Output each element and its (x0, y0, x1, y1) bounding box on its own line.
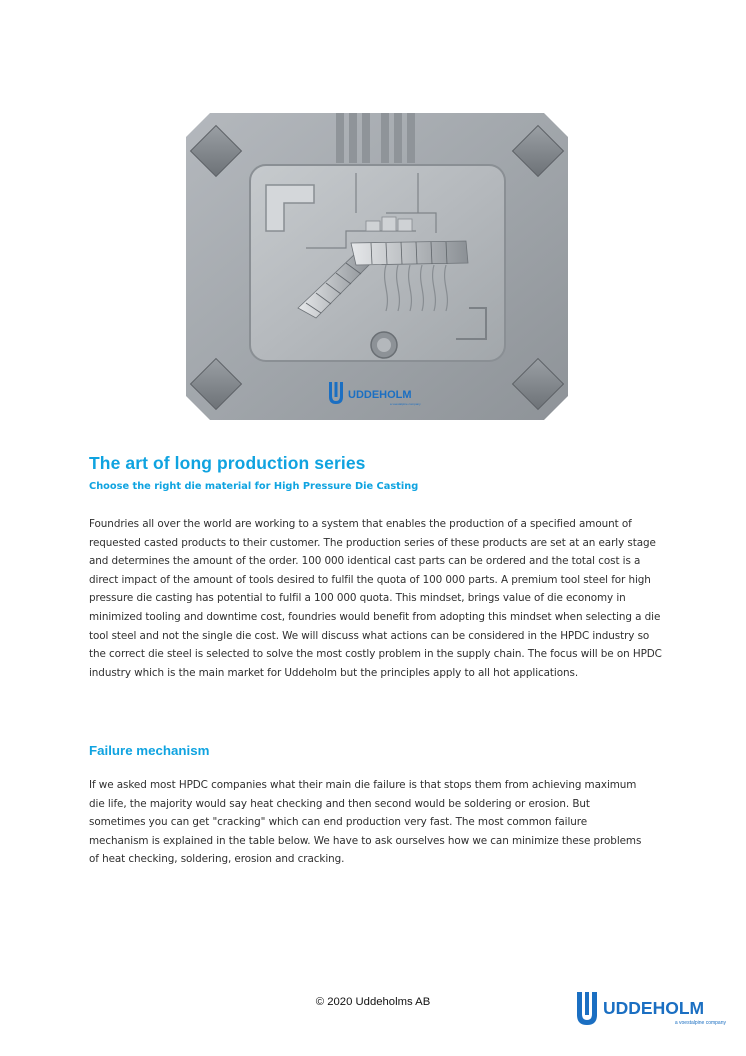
page-title: The art of long production series (89, 453, 366, 473)
die-casting-mould-image (186, 113, 568, 420)
hero-brand-text: UDDEHOLM (348, 389, 412, 401)
footer-brand-text: UDDEHOLM (603, 998, 705, 1018)
footer-uddeholm-logo (576, 990, 726, 1030)
page-subtitle: Choose the right die material for High Pressure Die Casting (89, 481, 419, 492)
failure-mechanism-paragraph: If we asked most HPDC companies what their main die failure is that stops them from achieving maximum die life, the majority would say heat checking and then second would be soldering or erosion. But sometimes you can get "cracking" which can end production very fast. The most common failure mechanism is explained in the table below. We have to ask ourselves how we can minimize these problems of heat checking, soldering, erosion and cracking. (89, 779, 642, 866)
hero-tagline-text: a voestalpine company (390, 402, 421, 406)
failure-mechanism-heading: Failure mechanism (89, 743, 210, 758)
footer-tagline-text: a voestalpine company (674, 1020, 726, 1026)
intro-paragraph: Foundries all over the world are working to a system that enables the production of a specified amount of requested casted products to their customer. The production series of these products are set at an early stage and determines the amount of the order. 100 000 identical cast parts can be ordered and the total cost is a direct impact of the amount of tools desired to fulfil the quota of 100 000 parts. A premium tool steel for high pressure die casting has potential to fulfil a 100 000 quota. This mindset, brings value of die economy in minimized tooling and downtime cost, foundries would benefit from adopting this mindset when selecting a die tool steel and not the single die cost. We will discuss what actions can be considered in the HPDC industry so the correct die steel is selected to solve the most costly problem in the supply chain. The focus will be on HPDC industry which is the main market for Uddeholm but the principles apply to all hot applications. (89, 518, 662, 679)
copyright-text: © 2020 Uddeholms AB (315, 996, 431, 1008)
